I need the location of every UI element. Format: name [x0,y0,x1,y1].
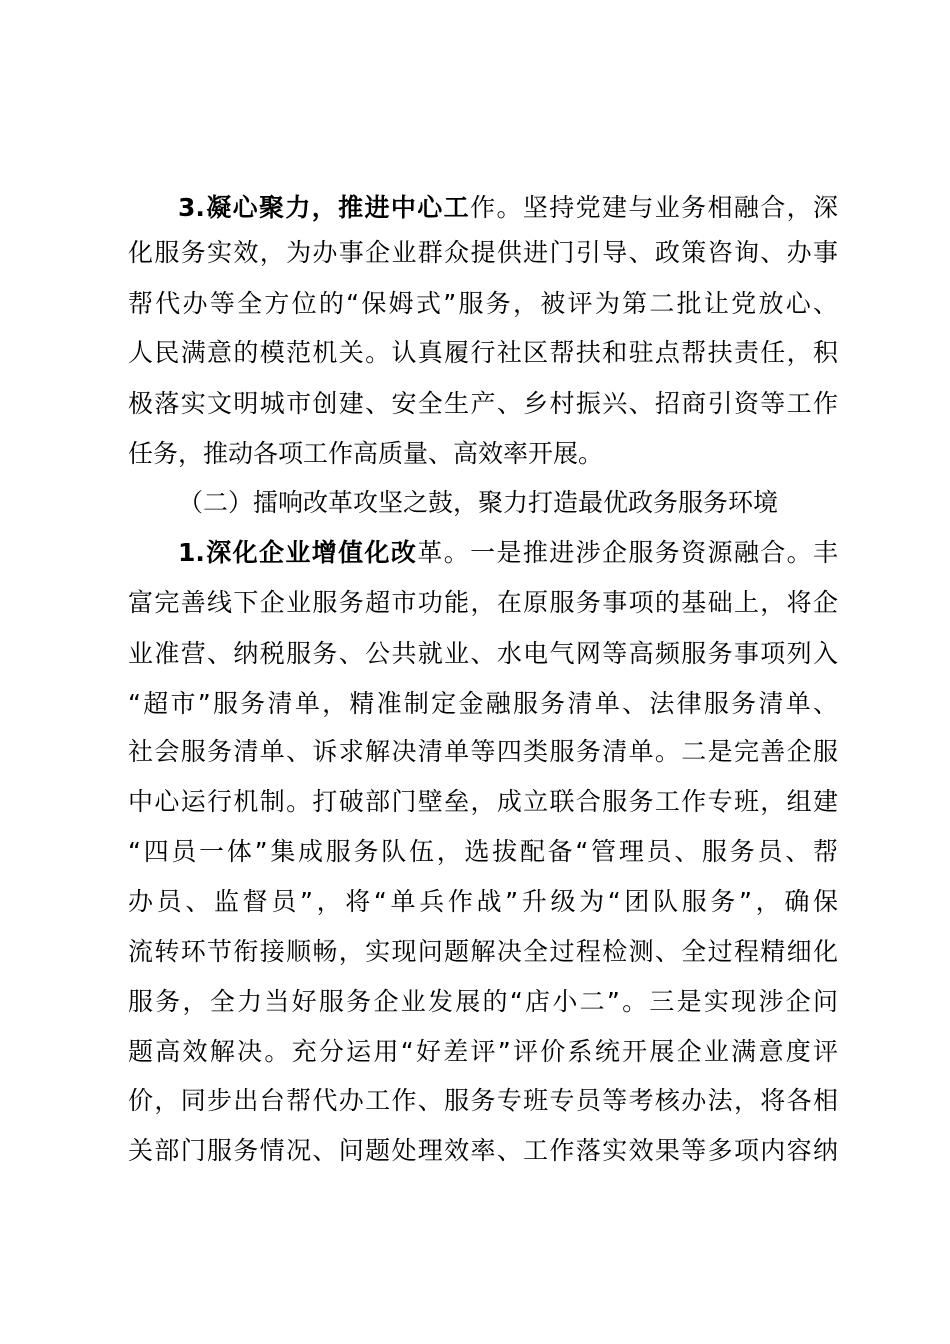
body-line: “四员一体”集成服务队伍，选拔配备“管理员、服务员、帮 [128,837,838,866]
body-line: 人民满意的模范机关。认真履行社区帮扶和驻点帮扶责任，积 [128,338,838,367]
body-line: 极落实文明城市创建、安全生产、乡村振兴、招商引资等工作 [128,389,838,418]
body-line: 关部门服务情况、问题处理效率、工作落实效果等多项内容纳 [128,1136,838,1165]
body-line: 服务，全力当好服务企业发展的“店小二”。三是实现涉企问 [128,987,838,1016]
body-line: 富完善线下企业服务超市功能，在原服务事项的基础上，将企 [128,588,838,617]
body-line: “超市”服务清单，精准制定金融服务清单、法律服务清单、 [128,689,838,718]
section3-heading: 3.凝心聚力，推进中心工 [178,193,471,222]
body-line: 社会服务清单、诉求解决清单等四类服务清单。二是完善企服 [128,737,838,766]
section3-text: 作。坚持党建与业务相融合，深 [470,193,838,222]
body-line: 帮代办等全方位的“保姆式”服务，被评为第二批让党放心、 [128,289,838,318]
subheading: （二）擂响改革攻坚之鼓，聚力打造最优政务服务环境 [178,488,779,517]
section1-text: 革。一是推进涉企服务资源融合。丰 [417,538,838,567]
section1-first-line [178,535,838,571]
body-line: 价，同步出台帮代办工作、服务专班专员等考核办法，将各相 [128,1086,838,1115]
body-line: 办员、监督员”，将“单兵作战”升级为“团队服务”，确保 [128,887,838,916]
body-line: 流转环节衔接顺畅，实现问题解决全过程检测、全过程精细化 [128,937,838,966]
body-line: 题高效解决。充分运用“好差评”评价系统开展企业满意度评 [128,1037,838,1066]
section3-first-line [178,190,838,226]
body-line: 任务，推动各项工作高质量、高效率开展。 [128,439,604,468]
body-line: 业准营、纳税服务、公共就业、水电气网等高频服务事项列入 [128,639,838,668]
body-line: 中心运行机制。打破部门壁垒，成立联合服务工作专班，组建 [128,787,838,816]
section1-heading: 1.深化企业增值化改 [178,538,418,567]
body-line: 化服务实效，为办事企业群众提供进门引导、政策咨询、办事 [128,238,838,267]
